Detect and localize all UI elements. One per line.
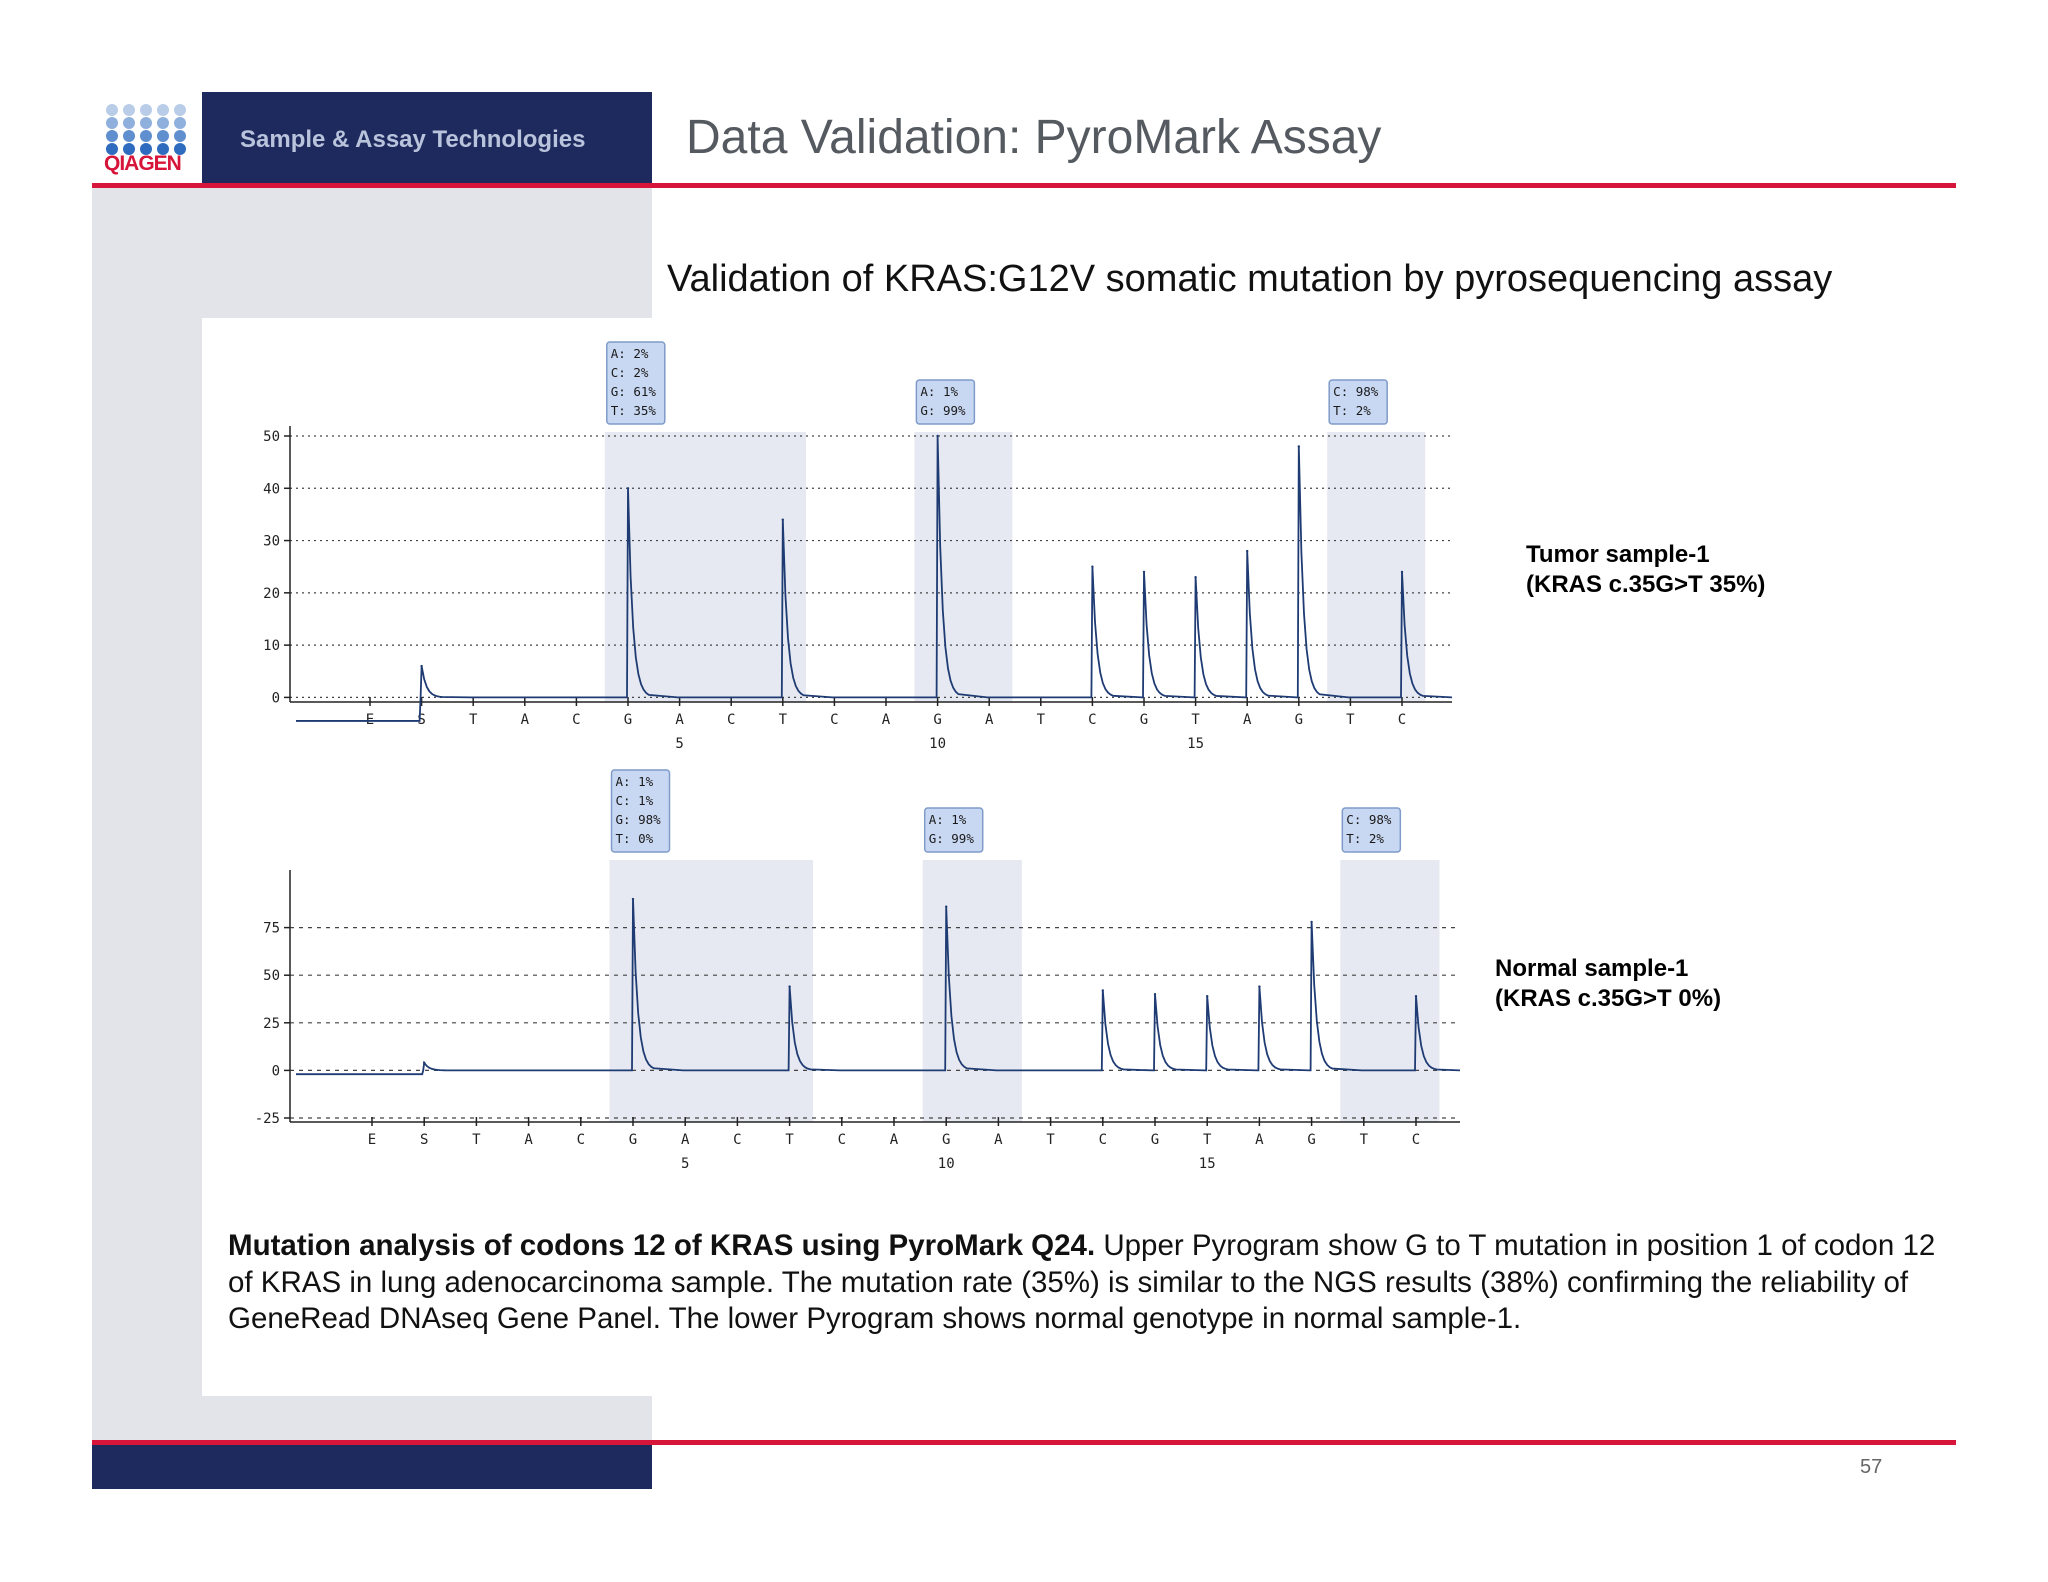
dispensation-label: C [726, 712, 736, 728]
base-call-label: A: 1% [920, 384, 959, 399]
peak-point [1298, 445, 1300, 447]
tumor-sample-mutation: (KRAS c.35G>T 35%) [1526, 571, 1766, 598]
peak-point [423, 1062, 425, 1064]
base-call-label: A: 2% [610, 346, 649, 361]
peak-point [1102, 989, 1104, 991]
dispensation-label: C [830, 712, 839, 728]
logo-dot [140, 104, 152, 116]
dispensation-label: S [417, 712, 426, 728]
dispensation-label: A [524, 1132, 533, 1148]
position-label: 15 [1198, 1156, 1216, 1172]
peak-point [1154, 993, 1156, 995]
dispensation-label: A [881, 712, 891, 728]
dispensation-label: C [1098, 1132, 1108, 1148]
base-call-label: T: 2% [1346, 831, 1384, 846]
logo-dot [123, 117, 135, 129]
dispensation-label: A [520, 712, 530, 728]
y-tick-label: 25 [263, 1015, 280, 1032]
dispensation-label: C [576, 1132, 586, 1148]
logo-dot-grid [106, 104, 192, 154]
dispensation-label: C [1088, 712, 1097, 728]
base-call-label: T: 2% [1333, 403, 1371, 418]
y-tick-label: 50 [263, 429, 280, 445]
logo-dot [174, 117, 186, 129]
dispensation-label: T [1191, 712, 1200, 728]
logo-dot [123, 130, 135, 142]
y-tick-label: 0 [271, 1063, 280, 1080]
peak-point [1258, 985, 1260, 987]
dispensation-label: T [468, 712, 478, 728]
logo-dot [174, 130, 186, 142]
slide-subtitle: Validation of KRAS:G12V somatic mutation by pyrosequencing assay [667, 258, 1833, 300]
peak-point [788, 985, 790, 987]
peak-point [632, 898, 634, 900]
tumor-sample-label [1526, 540, 1765, 600]
base-call-label: T: 35% [610, 403, 656, 418]
peak-point [936, 435, 938, 437]
dispensation-label: A [680, 1132, 690, 1148]
peak-point [1401, 571, 1403, 573]
normal-sample-name: Normal sample-1 [1495, 955, 1689, 982]
y-tick-label: 30 [263, 533, 280, 550]
position-label: 15 [1187, 736, 1205, 752]
base-call-label: C: 98% [1333, 384, 1379, 399]
header-red-rule [92, 183, 1956, 188]
shaded-region [610, 860, 814, 1122]
dispensation-label: A [1255, 1132, 1264, 1148]
pyrogram-trace [296, 436, 1452, 721]
base-call-label: A: 1% [615, 774, 654, 789]
y-tick-label: 75 [263, 920, 280, 937]
tumor-pyrogram [220, 320, 1460, 760]
logo-dot [106, 130, 118, 142]
caption-bold-lead: Mutation analysis of codons 12 of KRAS using PyroMark Q24. [228, 1229, 1096, 1262]
shaded-region [914, 432, 1012, 702]
base-call-label: T: 0% [615, 831, 654, 846]
shaded-region [1340, 860, 1439, 1122]
peak-point [1246, 550, 1248, 552]
dispensation-label: S [419, 1132, 429, 1148]
qiagen-logo [104, 104, 194, 178]
dispensation-label: A [994, 1132, 1003, 1148]
peak-point [1194, 576, 1196, 578]
dispensation-label: T [778, 712, 788, 728]
dispensation-label: C [733, 1132, 742, 1148]
base-call-label: G: 99% [928, 831, 974, 846]
page-number: 57 [1860, 1456, 1883, 1478]
peak-point [1091, 566, 1093, 568]
peak-point [1143, 571, 1145, 573]
logo-dot [157, 130, 169, 142]
caption-body: Upper Pyrogram show G to T mutation in position 1 of codon 12 of KRAS in lung adenocarcinoma sample. The mutation rate (35%) is similar to the NGS results (38%) confirming the reliability of GeneRead DNAseq Gene Panel. The lower Pyrogram shows normal genotype in normal sample-1. [228, 1229, 1936, 1335]
dispensation-label: G [623, 712, 633, 728]
base-call-label: G: 99% [920, 403, 966, 418]
logo-dot [106, 117, 118, 129]
logo-dot [123, 104, 135, 116]
normal-sample-label [1495, 954, 1721, 1014]
dispensation-label: G [1307, 1132, 1316, 1148]
base-call-label: C: 1% [615, 793, 654, 808]
dispensation-label: A [675, 712, 684, 728]
dispensation-label: E [367, 1132, 377, 1148]
dispensation-label: T [1036, 712, 1046, 728]
logo-dot [106, 104, 118, 116]
peak-point [782, 518, 784, 520]
dispensation-label: T [1202, 1132, 1212, 1148]
y-tick-label: 40 [263, 481, 280, 498]
figure-caption [228, 1228, 1968, 1338]
dispensation-label: G [628, 1132, 638, 1148]
dispensation-label: T [1359, 1132, 1369, 1148]
dispensation-label: C [837, 1132, 847, 1148]
y-tick-label: 10 [263, 638, 280, 655]
dispensation-label: G [941, 1132, 951, 1148]
peak-point [1415, 995, 1417, 997]
base-call-label: C: 2% [610, 365, 649, 380]
position-label: 10 [929, 736, 947, 752]
brand-tagline: Sample & Assay Technologies [240, 126, 586, 153]
peak-point [420, 665, 422, 667]
y-tick-label: -25 [254, 1111, 280, 1127]
dispensation-label: T [1046, 1132, 1055, 1148]
dispensation-label: G [1139, 712, 1149, 728]
dispensation-label: A [889, 1132, 899, 1148]
logo-dot [140, 117, 152, 129]
logo-wordmark: QIAGEN [104, 152, 181, 175]
peak-point [627, 487, 629, 489]
dispensation-label: E [365, 712, 375, 728]
pyrogram-trace [296, 899, 1460, 1074]
base-call-label: G: 61% [610, 384, 656, 399]
dispensation-label: T [785, 1132, 794, 1148]
position-label: 10 [937, 1156, 955, 1172]
page-title: Data Validation: PyroMark Assay [686, 111, 1382, 164]
dispensation-label: A [1242, 712, 1252, 728]
y-tick-label: 0 [271, 690, 280, 707]
position-label: 5 [680, 1156, 690, 1172]
footer-navy-band [92, 1445, 652, 1489]
y-tick-label: 20 [263, 585, 280, 602]
logo-dot [157, 104, 169, 116]
base-call-label: G: 98% [615, 812, 661, 827]
dispensation-label: G [1150, 1132, 1160, 1148]
peak-point [945, 905, 947, 907]
normal-sample-mutation: (KRAS c.35G>T 0%) [1495, 985, 1722, 1012]
y-tick-label: 50 [263, 968, 280, 985]
dispensation-label: G [1294, 712, 1304, 728]
normal-pyrogram [220, 760, 1470, 1180]
logo-dot [157, 117, 169, 129]
dispensation-label: A [984, 712, 994, 728]
position-label: 5 [675, 736, 684, 752]
peak-point [1310, 921, 1312, 923]
dispensation-label: C [572, 712, 581, 728]
base-call-label: C: 98% [1346, 812, 1392, 827]
base-call-label: A: 1% [928, 812, 967, 827]
dispensation-label: G [933, 712, 942, 728]
dispensation-label: T [472, 1132, 481, 1148]
dispensation-label: C [1397, 712, 1407, 728]
dispensation-label: T [1346, 712, 1355, 728]
peak-point [1206, 995, 1208, 997]
logo-dot [140, 130, 152, 142]
logo-dot [174, 104, 186, 116]
shaded-region [923, 860, 1022, 1122]
tumor-sample-name: Tumor sample-1 [1526, 541, 1710, 568]
shaded-region [1327, 432, 1425, 702]
shaded-region [605, 432, 806, 702]
dispensation-label: C [1411, 1132, 1421, 1148]
